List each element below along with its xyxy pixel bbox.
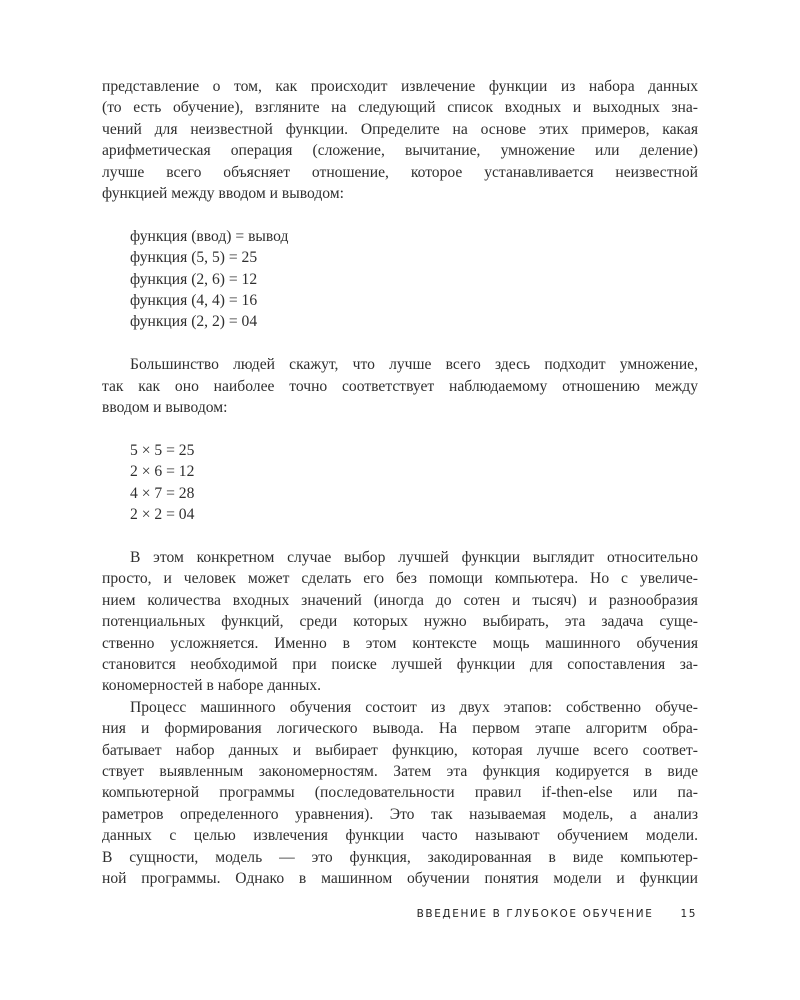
- text-line: Процесс машинного обучения состоит из двух этапов: собственно обуче-: [130, 698, 698, 716]
- text-line: В сущности, модель — это функция, закодированная в виде компьютер-: [102, 848, 698, 866]
- text-line: просто, и человек может сделать его без помощи компьютера. Но с увеличе-: [102, 570, 698, 588]
- text-line: ственно усложняется. Именно в этом контексте мощь машинного обучения: [102, 634, 698, 652]
- paragraph-multiplication: [102, 354, 698, 418]
- text-line: Большинство людей скажут, что лучше всего здесь подходит умножение,: [130, 356, 698, 374]
- text-line: батывает набор данных и выбирает функцию, которая лучше всего соответ-: [102, 741, 698, 759]
- paragraph-intro: [102, 76, 698, 204]
- running-title: ВВЕДЕНИЕ В ГЛУБОКОЕ ОБУЧЕНИЕ: [416, 908, 654, 920]
- text-line: арифметическая операция (сложение, вычитание, умножение или деление): [102, 142, 698, 160]
- text-line: компьютерной программы (последовательности правил if-then-else или па-: [102, 784, 698, 802]
- text-line: становится необходимой при поиске лучшей функции для сопоставления за-: [102, 655, 698, 673]
- text-line: ствует выявленным закономерностям. Затем эта функция кодируется в виде: [102, 762, 698, 780]
- page-body: [102, 76, 698, 889]
- multiplication-example: 5 × 5 = 25: [130, 441, 195, 459]
- function-example: функция (5, 5) = 25: [130, 249, 258, 267]
- text-line: нием количества входных значений (иногда до сотен и тысяч) и разнообразия: [102, 591, 698, 609]
- page-footer: [400, 908, 697, 920]
- text-line: ния и формирования логического вывода. На первом этапе алгоритм обра-: [102, 720, 698, 738]
- text-line: вводом и выводом:: [102, 399, 228, 417]
- multiplication-example: 2 × 2 = 04: [130, 506, 195, 524]
- paragraph-ml-process: [102, 697, 698, 890]
- text-line: В этом конкретном случае выбор лучшей функции выглядит относительно: [130, 548, 698, 566]
- text-line: представление о том, как происходит извлечение функции из набора данных: [102, 78, 698, 95]
- text-line: чений для неизвестной функции. Определите на основе этих примеров, какая: [102, 120, 698, 138]
- text-line: лучше всего объясняет отношение, которое устанавливается неизвестной: [102, 163, 698, 181]
- text-line: потенциальных функций, среди которых нужно выбирать, эта задача суще-: [102, 613, 698, 631]
- multiplication-example: 4 × 7 = 28: [130, 484, 195, 502]
- multiplication-example: 2 × 6 = 12: [130, 463, 195, 481]
- text-line: данных с целью извлечения функции часто называют обучением модели.: [102, 827, 698, 845]
- text-line: (то есть обучение), взгляните на следующий список входных и выходных зна-: [102, 99, 698, 117]
- text-line: кономерностей в наборе данных.: [102, 677, 322, 695]
- function-examples-list: [102, 226, 698, 333]
- function-example: функция (4, 4) = 16: [130, 292, 258, 310]
- text-line: ной программы. Однако в машинном обучении понятия модели и функции: [102, 869, 698, 887]
- multiplication-examples-list: [102, 440, 698, 526]
- function-example: функция (2, 6) = 12: [130, 270, 258, 288]
- function-example: функция (2, 2) = 04: [130, 313, 258, 331]
- text-line: функцией между вводом и выводом:: [102, 185, 344, 203]
- text-line: раметров определенного уравнения). Это так называемая модель, а анализ: [102, 805, 698, 823]
- page-number: 15: [680, 908, 697, 920]
- paragraph-complexity: [102, 547, 698, 697]
- function-example: функция (ввод) = вывод: [130, 227, 289, 245]
- text-line: так как оно наиболее точно соответствует наблюдаемому отношению между: [102, 377, 698, 395]
